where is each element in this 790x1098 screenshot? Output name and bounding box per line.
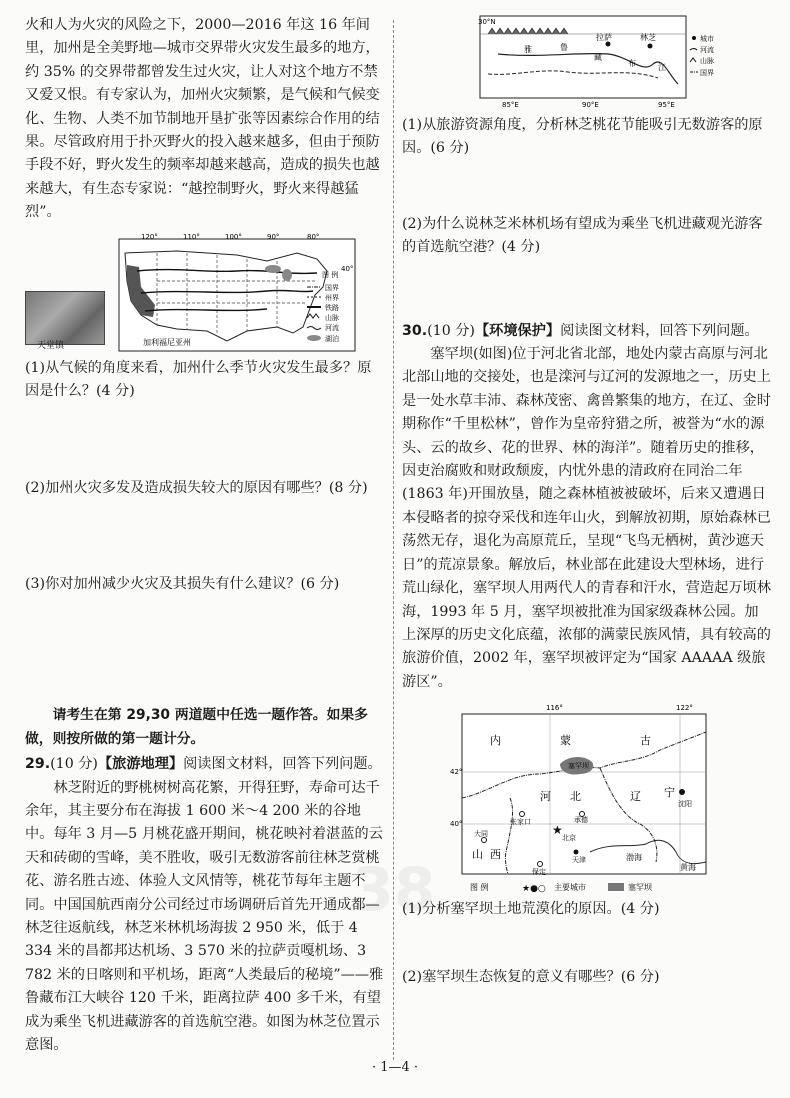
lon-tick: 100° (225, 232, 242, 241)
left-column (25, 14, 385, 1057)
region-label: 蒙 (560, 734, 571, 748)
region-label: 内 (490, 734, 501, 748)
question-28-3: (3)你对加州减少火灾及其损失有什么建议？(6 分) (25, 575, 340, 592)
saihanba-map-figure (402, 702, 772, 898)
region-label: 辽 (630, 790, 641, 804)
lat-tick: 40° (341, 264, 354, 273)
question-number: 29. (25, 756, 51, 773)
page-footer: · 1—4 · (371, 1060, 419, 1075)
question-tag: 【旅游地理】 (97, 756, 184, 773)
legend-item: 河流 (325, 323, 339, 332)
city-label: 沈阳 (678, 800, 692, 809)
question-29-header (25, 753, 385, 776)
legend-item: 山脉 (700, 57, 714, 65)
lon-label: 90°E (582, 101, 599, 109)
california-map-figure (25, 231, 385, 353)
legend-item: 国界 (700, 69, 714, 77)
region-label: 北 (570, 790, 581, 804)
passage-29: 林芝附近的野桃树树高花繁，开得狂野，寿命可达千余年，其主要分布在海拔 1 600 米～4 200 米的谷地中。每年 3 月—5 月桃花盛开期间，桃花映衬着湛蓝的云天和砖砌的雪峰，美不胜收，吸引无数游客前往林芝赏桃花、游名胜古迹、体验人文风情等，桃花节每年主题不同。中国国航西南分公司经过市场调研后首先开通成都—林芝往返航线，林芝米林机场海拔 2 950 米，低于 4 334 米的昌都邦达机场、3 570 米的拉萨贡嘎机场、3 782 米的日喀则和平机场，距离“人类最后的秘境”——雅鲁藏布江大峡谷 120 千米，距离拉萨 400 多千米，有望成为乘坐飞机进藏游客的首选航空港。如图为林芝位置示意图。 (25, 779, 384, 1053)
legend-item: 铁路 (325, 303, 339, 312)
city-label: 大同 (474, 830, 488, 839)
city-label: 张家口 (510, 818, 531, 827)
sea-label: 渤海 (626, 853, 642, 863)
legend-item: 州界 (325, 293, 339, 302)
city-label: 北京 (562, 834, 576, 843)
question-instruction: 阅读图文材料，回答下列问题。 (183, 756, 382, 773)
question-28-1: (1)从气候的角度来看，加州什么季节火灾发生最多？原因是什么？(4 分) (25, 359, 372, 400)
question-instruction: 阅读图文材料，回答下列问题。 (560, 322, 759, 339)
question-30-1: (1)分析塞罕坝土地荒漠化的原因。(4 分) (402, 901, 660, 918)
river-char: 雅 (524, 45, 532, 54)
tibet-map-figure (402, 14, 772, 110)
region-label: 山 (472, 848, 483, 862)
california-label: 加利福尼亚州 (143, 337, 191, 347)
question-29-1: (1)从旅游资源角度，分析林芝桃花节能吸引无数游客的原因。(6 分) (402, 117, 763, 157)
question-30-2: (2)塞罕坝生态恢复的意义有哪些？(6 分) (402, 968, 660, 985)
question-29-2: (2)为什么说林芝米林机场有望成为乘坐飞机进藏观光游客的首选航空港？(4 分) (402, 215, 763, 256)
legend-item: 城市 (700, 35, 714, 43)
legend-item: 国界 (325, 283, 339, 292)
photo-caption: 天堂镇 (37, 340, 65, 351)
paradise-town-photo (25, 291, 105, 345)
question-number: 30. (402, 322, 428, 339)
river-char: 藏 (594, 53, 602, 62)
river-char: 布 (628, 59, 636, 68)
legend-title: 图 例 (322, 270, 339, 279)
region-label: 宁 (664, 786, 675, 800)
lat-label: 40° (450, 820, 463, 829)
lon-label: 95°E (658, 101, 675, 109)
right-column (402, 14, 772, 989)
watermark: 38 (352, 855, 436, 925)
us-map (117, 231, 357, 353)
lon-label: 116° (546, 704, 563, 713)
saihanba-map (450, 702, 750, 898)
lon-tick: 120° (141, 232, 158, 241)
svg-text:★●○: ★●○ (522, 884, 546, 895)
choice-notice: 请考生在第 29,30 两道题中任选一题作答。如果多做，则按所做的第一题计分。 (25, 707, 368, 747)
river-char: 江 (658, 63, 666, 72)
legend-item: 河流 (700, 46, 714, 54)
question-tag: 【环境保护】 (474, 322, 561, 339)
place-nyingchi: 林芝 (640, 33, 656, 42)
region-label: 古 (640, 734, 651, 748)
lon-label: 85°E (502, 101, 519, 109)
city-label: 塞罕坝 (568, 762, 589, 771)
question-score: (10 分) (50, 756, 98, 773)
beijing-star: ★ (552, 823, 563, 838)
legend-item: 湖泊 (325, 334, 339, 343)
question-30-header (402, 320, 772, 343)
legend-city: 主要城市 (554, 883, 586, 893)
region-label: 河 (540, 790, 551, 804)
lat-label: 42° (450, 768, 463, 777)
lon-tick: 90° (267, 232, 280, 241)
lon-label: 122° (676, 704, 693, 713)
question-28-2: (2)加州火灾多发及造成损失较大的原因有哪些？(8 分) (25, 480, 368, 497)
city-label: 承德 (574, 816, 588, 825)
city-label: 天津 (572, 856, 586, 865)
sea-label: 黄海 (680, 863, 696, 873)
question-score: (10 分) (427, 322, 475, 339)
legend-title: 图 例 (470, 883, 489, 893)
region-label: 西 (490, 848, 501, 862)
legend-item: 山脉 (325, 313, 339, 322)
city-label: 保定 (532, 868, 546, 877)
passage-30: 塞罕坝(如图)位于河北省北部，地处内蒙古高原与河北北部山地的交接处，也是滦河与辽河的发源地之一，历史上是一处水草丰沛、森林茂密、禽兽繁集的地方，在辽、金时期称作“千里松林”，曾作为皇帝狩猎之所，被誉为“水的源头、云的故乡、花的世界、林的海洋”。随着历史的推移，因吏治腐败和财政颓废，内忧外患的清政府在同治二年(1863 年)开围放垦，随之森林植被被破坏，后来又遭遇日本侵略者的掠夺采伐和连年山火，到解放初期，原始森林已荡然无存，退化为高原荒丘，呈现“飞鸟无栖树，黄沙遮天日”的荒凉景象。解放后，林业部在此建设大型林场，进行荒山绿化，塞罕坝人用两代人的青春和汗水，营造起万顷林海，1993 年 5 月，塞罕坝被批准为国家级森林公园。加上深厚的历史文化底蕴，浓郁的满蒙民族风情，具有较高的旅游价值，2002 年，塞罕坝被评定为“国家 AAAAA 级旅游区”。 (402, 346, 771, 690)
place-lhasa: 拉萨 (596, 33, 612, 42)
lon-tick: 80° (307, 232, 320, 241)
lat-label: 30°N (478, 18, 496, 26)
passage-28: 火和人为火灾的风险之下，2000—2016 年这 16 年间里，加州是全美野地—城市交界带火灾发生最多的地方，约 35% 的交界带都曾发生过火灾，让人对这个地方不禁又爱又恨。有专家认为，加州火灾频繁，是气候和气候变化、生物、人类不加节制地开垦扩张等因素综合作用的结果。尽管政府用于扑灭野火的投入越来越多，但由于预防手段不好，野火发生的频率却越来越高，造成的损失也越来越大，有生态专家说：“越控制野火，野火来得越猛烈”。 (25, 17, 380, 221)
tibet-map (478, 14, 758, 110)
lon-tick: 110° (183, 232, 200, 241)
legend-area: 塞罕坝 (628, 883, 652, 893)
river-char: 鲁 (560, 43, 568, 52)
